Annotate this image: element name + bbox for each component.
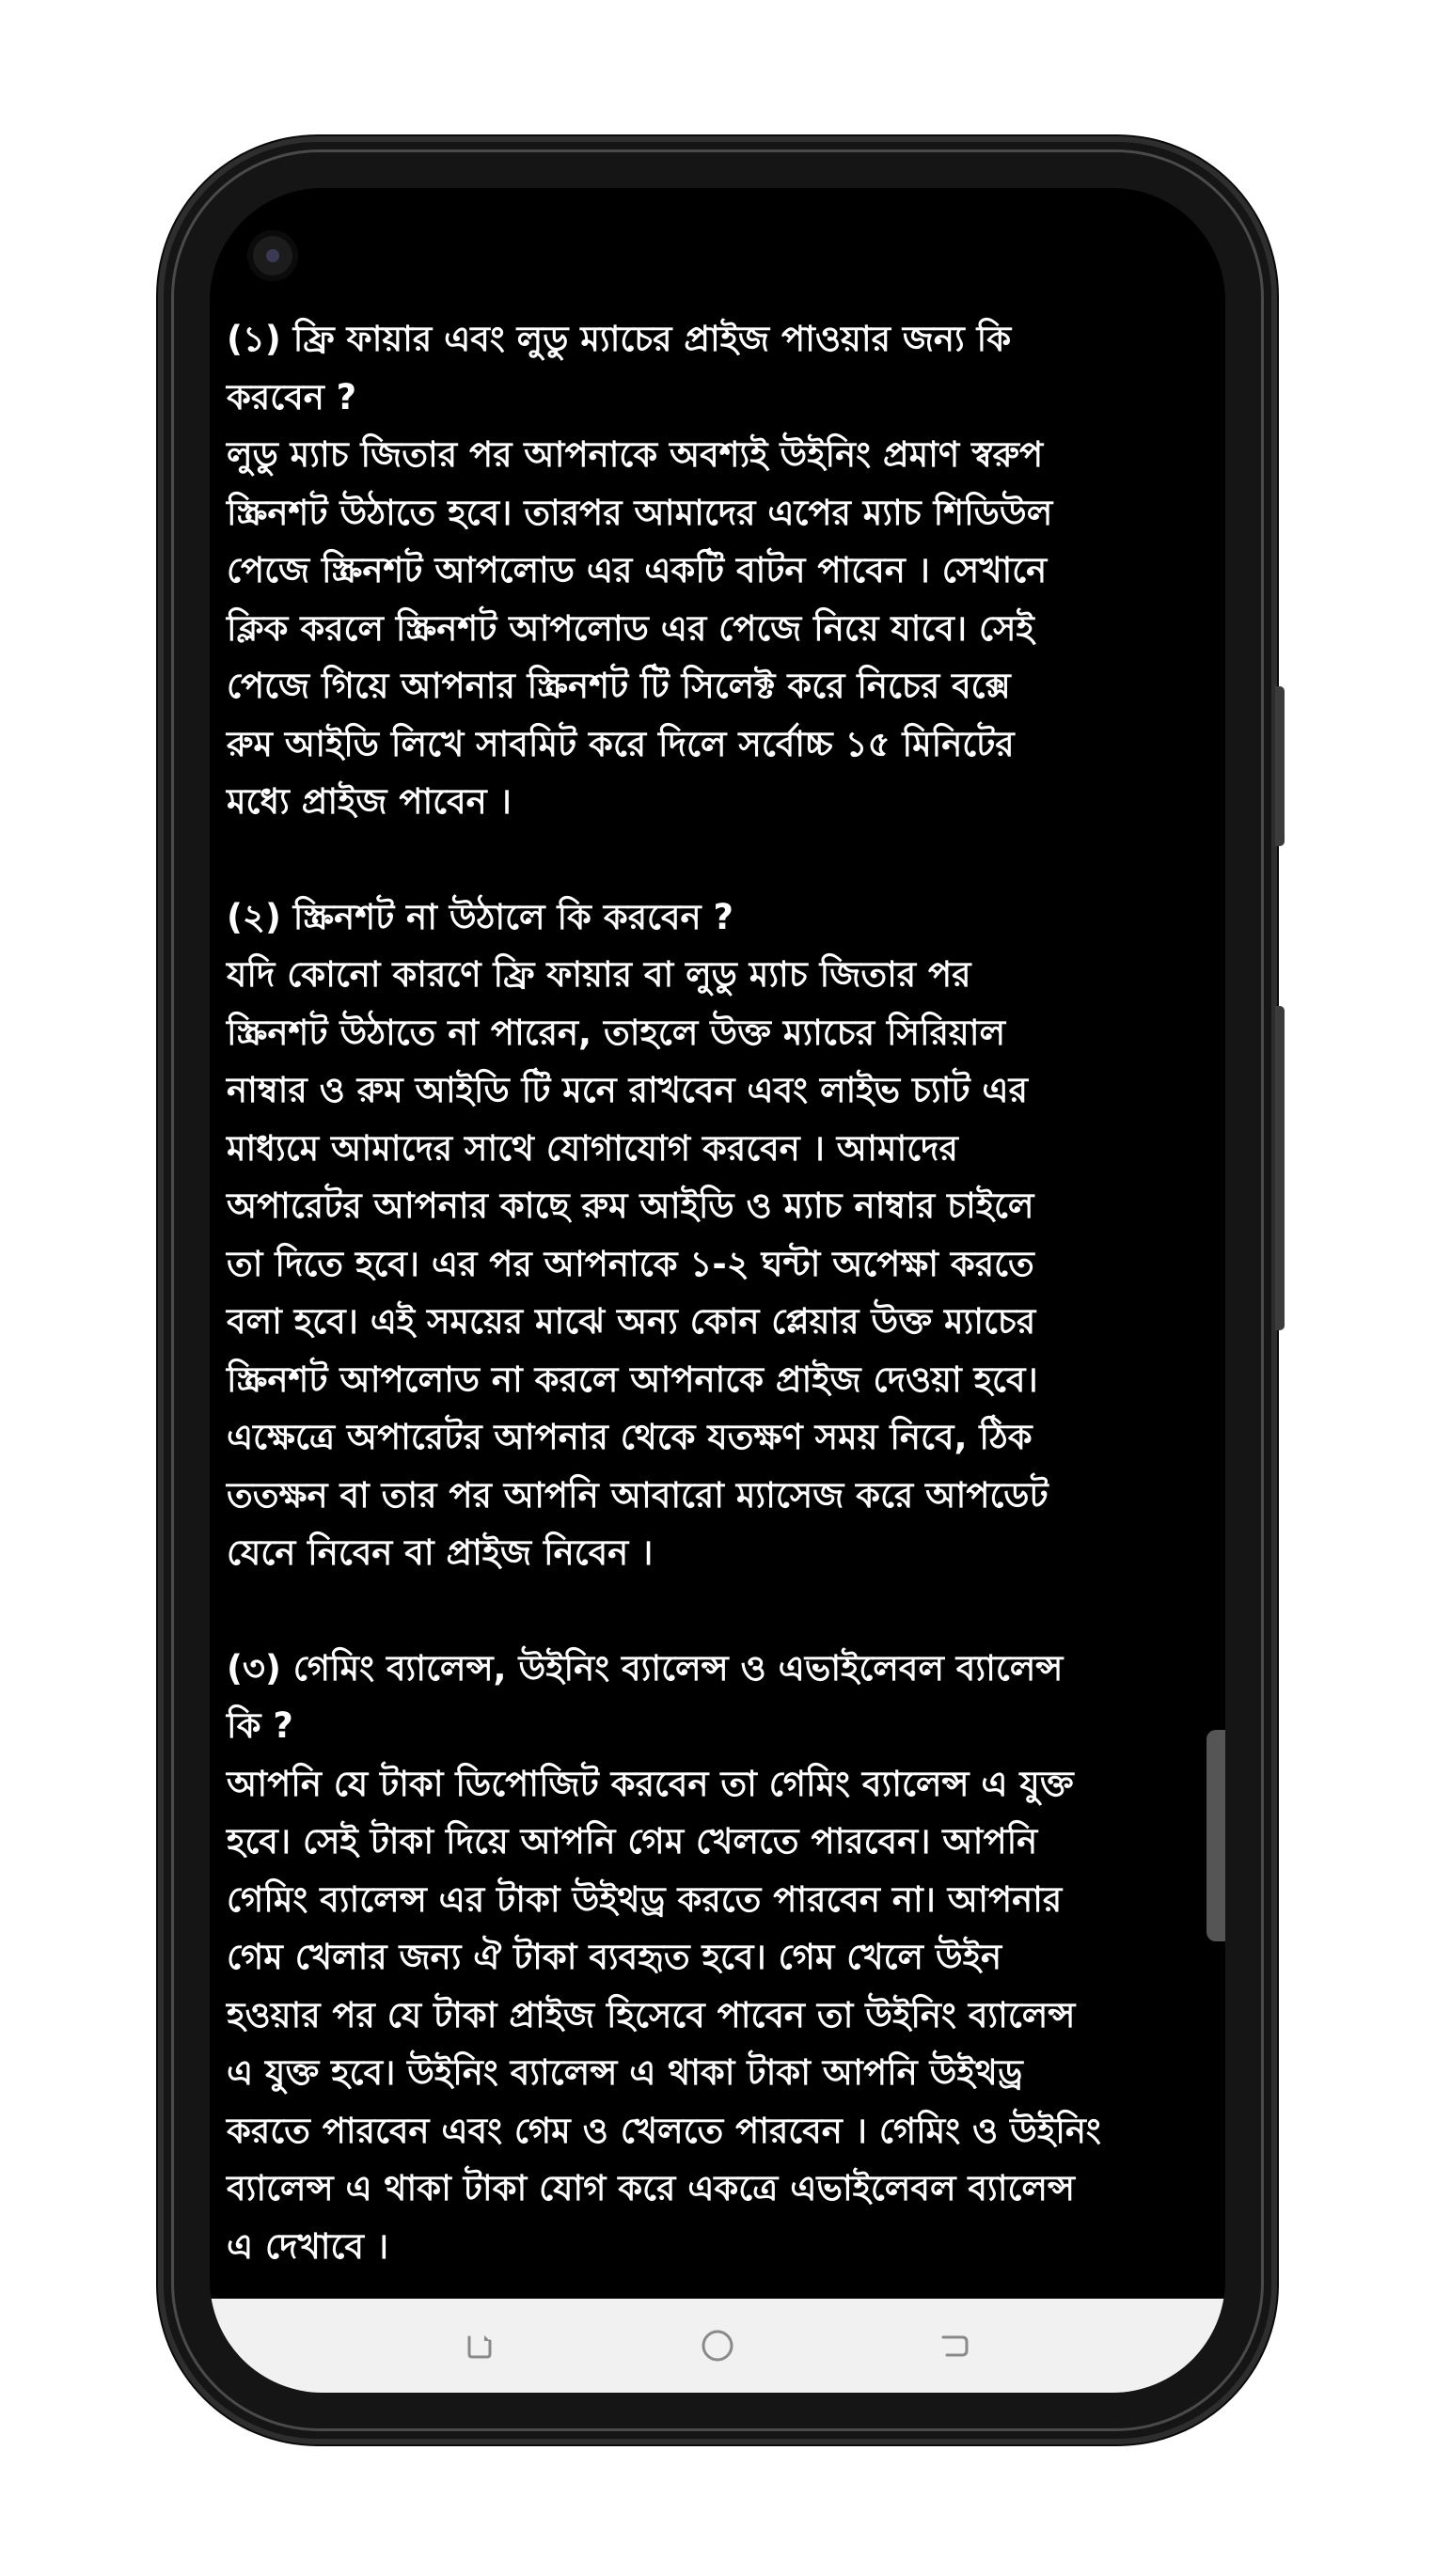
phone-screen — [210, 188, 1225, 2393]
recent-apps-button[interactable] — [456, 2322, 503, 2369]
faq-question-2: (২) স্ক্রিনশট না উঠালে কি করবেন ? — [227, 896, 733, 937]
faq-content[interactable] — [227, 310, 1214, 2333]
faq-question-1: (১) ফ্রি ফায়ার এবং লুডু ম্যাচের প্রাইজ পাওয়ার জন্য কি করবেন ? — [227, 319, 1012, 417]
system-navigation-bar — [210, 2299, 1225, 2393]
faq-section-2 — [227, 888, 1214, 1582]
back-icon — [939, 2330, 971, 2362]
faq-answer-2: যদি কোনো কারণে ফ্রি ফায়ার বা লুডু ম্যাচ জিতার পর স্ক্রিনশট উঠাতে না পারেন, তাহলে উক্ত ম্যাচের সিরিয়াল নাম্বার ও রুম আইডি টি মনে রাখবেন এবং লাইভ চ্যাট এর মাধ্যমে আমাদের সাথে যোগাযোগ করবেন । আমাদের অপারেটর আপনার কাছে রুম আইডি ও ম্যাচ নাম্বার চাইলে তা দিতে হবে। এর পর আপনাকে ১-২ ঘন্টা অপেক্ষা করতে বলা হবে। এই সময়ের মাঝে অন্য কোন প্লেয়ার উক্ত ম্যাচের স্ক্রিনশট আপলোড না করলে আপনাকে প্রাইজ দেওয়া হবে। এক্ষেত্রে অপারেটর আপনার থেকে যতক্ষণ সময় নিবে, ঠিক ততক্ষন বা তার পর আপনি আবারো ম্যাসেজ করে আপডেট যেনে নিবেন বা প্রাইজ নিবেন । — [227, 954, 1049, 1573]
back-button[interactable] — [932, 2322, 979, 2369]
faq-section-1 — [227, 310, 1214, 831]
front-camera-icon — [247, 230, 298, 281]
home-button[interactable] — [694, 2322, 741, 2369]
phone-frame — [158, 136, 1277, 2444]
faq-question-3: (৩) গেমিং ব্যালেন্স, উইনিং ব্যালেন্স ও এভাইলেবল ব্যালেন্স কি ? — [227, 1647, 1064, 1746]
faq-answer-1: লুডু ম্যাচ জিতার পর আপনাকে অবশ্যই উইনিং প্রমাণ স্বরুপ স্ক্রিনশট উঠাতে হবে। তারপর আমাদের এপের ম্যাচ শিডিউল পেজে স্ক্রিনশট আপলোড এর একটি বাটন পাবেন । সেখানে ক্লিক করলে স্ক্রিনশট আপলোড এর পেজে নিয়ে যাবে। সেই পেজে গিয়ে আপনার স্ক্রিনশট টি সিলেক্ট করে নিচের বক্সে রুম আইডি লিখে সাবমিট করে দিলে সর্বোচ্চ ১৫ মিনিটের মধ্যে প্রাইজ পাবেন । — [227, 434, 1053, 822]
home-icon — [700, 2328, 735, 2364]
faq-section-3 — [227, 1640, 1214, 2276]
volume-button — [1275, 686, 1285, 846]
recent-apps-icon — [464, 2330, 496, 2362]
scrollbar-thumb[interactable] — [1206, 1730, 1225, 1941]
power-button — [1275, 1006, 1285, 1330]
faq-answer-3: আপনি যে টাকা ডিপোজিট করবেন তা গেমিং ব্যালেন্স এ যুক্ত হবে। সেই টাকা দিয়ে আপনি গেম খেলতে পারবেন। আপনি গেমিং ব্যালেন্স এর টাকা উইথড্র করতে পারবেন না। আপনার গেম খেলার জন্য ঐ টাকা ব্যবহৃত হবে। গেম খেলে উইন হওয়ার পর যে টাকা প্রাইজ হিসেবে পাবেন তা উইনিং ব্যালেন্স এ যুক্ত হবে। উইনিং ব্যালেন্স এ থাকা টাকা আপনি উইথড্র করতে পারবেন এবং গেম ও খেলতে পারবেন । গেমিং ও উইনিং ব্যালেন্স এ থাকা টাকা যোগ করে একত্রে এভাইলেবল ব্যালেন্স এ দেখাবে । — [227, 1763, 1101, 2267]
